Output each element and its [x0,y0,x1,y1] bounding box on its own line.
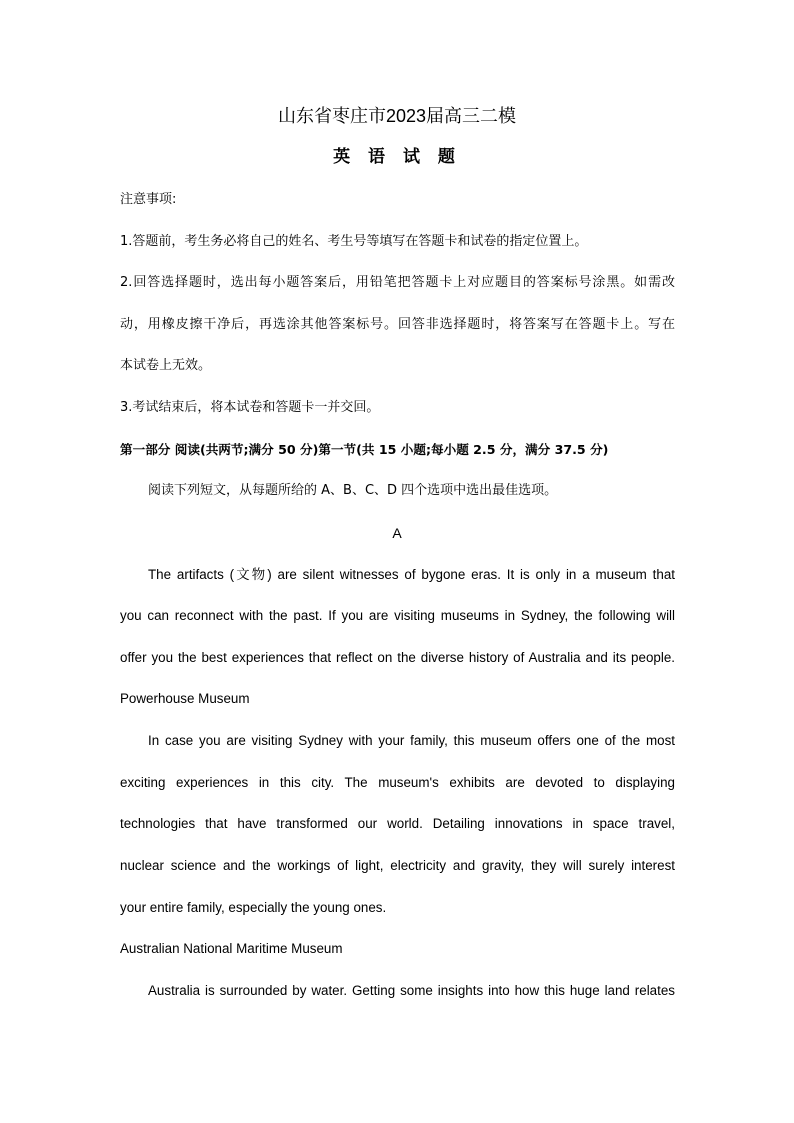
notes-heading: 注意事项: [120,192,177,207]
museum-1-line-1: In case you are visiting Sydney with your family, this museum offers one of the most [148,733,675,748]
section-instruction: 阅读下列短文，从每题所给的 A、B、C、D 四个选项中选出最佳选项。 [148,483,558,498]
passage-label: A [392,525,402,541]
notes-item-1: 1.答题前，考生务必将自己的姓名、考生号等填写在答题卡和试卷的指定位置上。 [120,234,588,249]
section-heading: 第一部分 阅读(共两节;满分 50 分)第一节(共 15 小题;每小题 2.5 分，满分 37.5 分) [120,442,609,457]
museum-2-title: Australian National Maritime Museum [120,941,343,956]
notes-item-2-line-1: 2.回答选择题时，选出每小题答案后，用铅笔把答题卡上对应题目的答案标号涂黑。如需改 [120,275,675,290]
passage-intro-line-2: you can reconnect with the past. If you are visiting museums in Sydney, the following will [120,608,675,623]
notes-item-3: 3.考试结束后，将本试卷和答题卡一并交回。 [120,400,380,415]
museum-1-line-2: exciting experiences in this city. The museum's exhibits are devoted to displaying [120,775,675,790]
notes-item-2-line-2: 动，用橡皮擦干净后，再选涂其他答案标号。回答非选择题时，将答案写在答题卡上。写在 [120,317,675,332]
page-title: 山东省枣庄市2023届高三二模 [277,106,517,126]
notes-item-2-line-3: 本试卷上无效。 [120,358,212,373]
museum-1-line-4: nuclear science and the workings of light, electricity and gravity, they will surely interest [120,858,675,873]
page-subtitle: 英 语 试 题 [333,147,461,167]
passage-intro-line-3: offer you the best experiences that reflect on the diverse history of Australia and its people. [120,650,675,665]
passage-intro-line-1: The artifacts (文物) are silent witnesses of bygone eras. It is only in a museum that [148,567,675,582]
museum-1-title: Powerhouse Museum [120,691,250,706]
museum-1-line-3: technologies that have transformed our world. Detailing innovations in space travel, [120,816,675,831]
museum-2-line-1: Australia is surrounded by water. Getting some insights into how this huge land relates [148,983,675,998]
museum-1-line-5: your entire family, especially the young ones. [120,900,387,915]
